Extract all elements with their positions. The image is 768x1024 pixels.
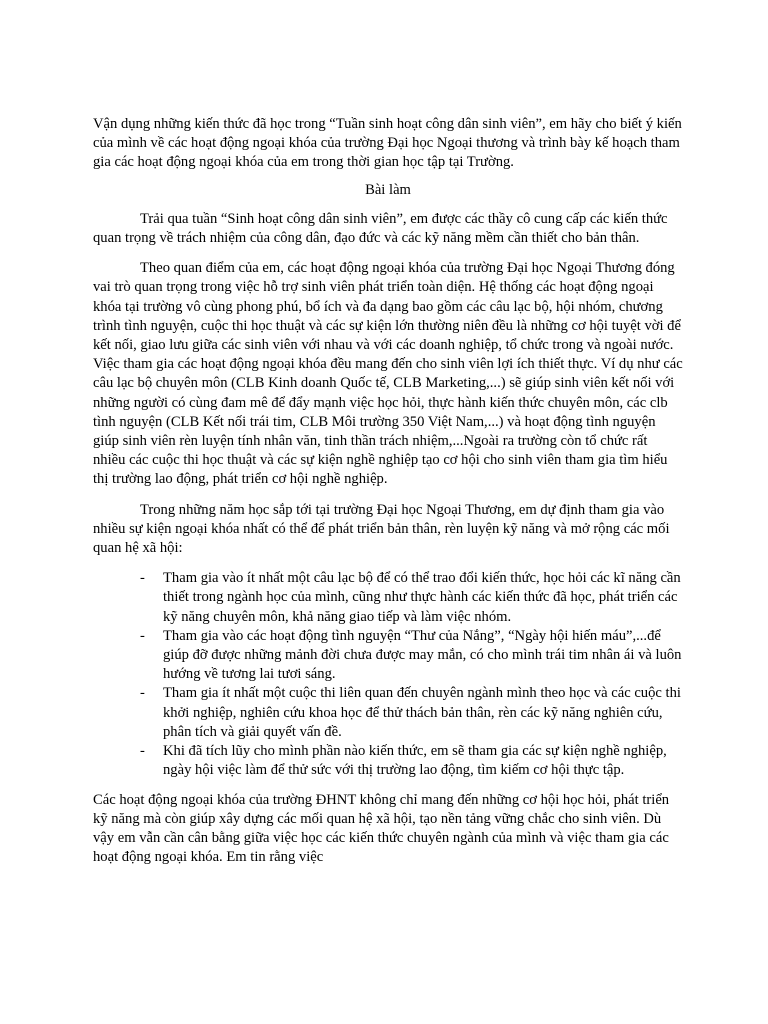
essay-heading: Bài làm: [365, 181, 411, 198]
list-item: [93, 569, 683, 627]
list-item: [93, 742, 683, 780]
bullet-dash: -: [140, 743, 145, 760]
list-item-text: Tham gia ít nhất một cuộc thi liên quan đến chuyên ngành mình theo học và các cuộc thi khởi nghiệp, nghiên cứu khoa học để thử thách bản thân, rèn các kỹ năng nghiên cứu, phân tích và giải quyết vấn đề.: [163, 685, 681, 740]
plan-list: [93, 569, 683, 780]
bullet-dash: -: [140, 627, 145, 644]
list-item-text: Khi đã tích lũy cho mình phần nào kiến thức, em sẽ tham gia các sự kiện nghề nghiệp, ngày hội việc làm để thử sức với thị trường lao động, tìm kiếm cơ hội thực tập.: [163, 743, 667, 779]
list-item: [93, 684, 683, 742]
paragraph-opinion: Theo quan điểm của em, các hoạt động ngoại khóa của trường Đại học Ngoại Thương đóng vai trò quan trọng trong việc hỗ trợ sinh viên phát triển toàn diện. Hệ thống các hoạt động ngoại khóa tại trường vô cùng phong phú, bổ ích và đa dạng bao gồm các câu lạc bộ, hội nhóm, chương trình tình nguyện, cuộc thi học thuật và các sự kiện lớn thường niên đều là những cơ hội tuyệt vời để kết nối, giao lưu giữa các sinh viên với nhau và với các doanh nghiệp, tổ chức trong và ngoài nước. Việc tham gia các hoạt động ngoại khóa đều mang đến cho sinh viên lợi ích thiết thực. Ví dụ như các câu lạc bộ chuyên môn (CLB Kinh doanh Quốc tế, CLB Marketing,...) sẽ giúp sinh viên kết nối với những người có cùng đam mê để đẩy mạnh việc học hỏi, thực hành kiến thức chuyên môn, các clb tình nguyện (CLB Kết nối trái tim, CLB Môi trường 350 Việt Nam,...) và hoạt động tình nguyện giúp sinh viên rèn luyện tính nhân văn, tinh thần trách nhiệm,...Ngoài ra trường còn tổ chức rất nhiều các cuộc thi học thuật và các sự kiện nghề nghiệp tạo cơ hội cho sinh viên tham gia tìm hiểu thị trường lao động, phát triển cơ hội nghề nghiệp.: [93, 260, 683, 488]
essay-prompt: Vận dụng những kiến thức đã học trong “Tuần sinh hoạt công dân sinh viên”, em hãy cho biết ý kiến của mình về các hoạt động ngoại khóa của trường Đại học Ngoại thương và trình bày kế hoạch tham gia các hoạt động ngoại khóa của em trong thời gian học tập tại Trường.: [93, 116, 682, 171]
paragraph-closing: Các hoạt động ngoại khóa của trường ĐHNT không chỉ mang đến những cơ hội học hỏi, phát triển kỹ năng mà còn giúp xây dựng các mối quan hệ xã hội, tạo nền tảng vững chắc cho sinh viên. Dù vậy em vẫn cần cân bằng giữa việc học các kiến thức chuyên ngành của mình và việc tham gia các hoạt động ngoại khóa. Em tin rằng việc: [93, 791, 670, 866]
bullet-dash: -: [140, 685, 145, 702]
paragraph-intro: Trải qua tuần “Sinh hoạt công dân sinh viên”, em được các thầy cô cung cấp các kiến thức quan trọng về trách nhiệm của công dân, đạo đức và các kỹ năng mềm cần thiết cho bản thân.: [93, 210, 668, 247]
list-item: [93, 627, 683, 685]
bullet-dash: -: [140, 570, 145, 587]
list-item-text: Tham gia vào các hoạt động tình nguyện “Thư của Nắng”, “Ngày hội hiến máu”,...để giúp đỡ được những mảnh đời chưa được may mắn, có cho mình trái tim nhân ái và luôn hướng về tương lai tươi sáng.: [163, 627, 682, 683]
paragraph-plan: Trong những năm học sắp tới tại trường Đại học Ngoại Thương, em dự định tham gia vào nhiều sự kiện ngoại khóa nhất có thể để phát triển bản thân, rèn luyện kỹ năng và mở rộng các mối quan hệ xã hội:: [93, 501, 670, 557]
document-body: [93, 115, 683, 867]
list-item-text: Tham gia vào ít nhất một câu lạc bộ để có thể trao đổi kiến thức, học hỏi các kĩ năng cần thiết trong ngành học của mình, cũng như thực hành các kiến thức đã học, phát triển các kỹ năng chuyên môn, khả năng giao tiếp và làm việc nhóm.: [163, 570, 681, 625]
